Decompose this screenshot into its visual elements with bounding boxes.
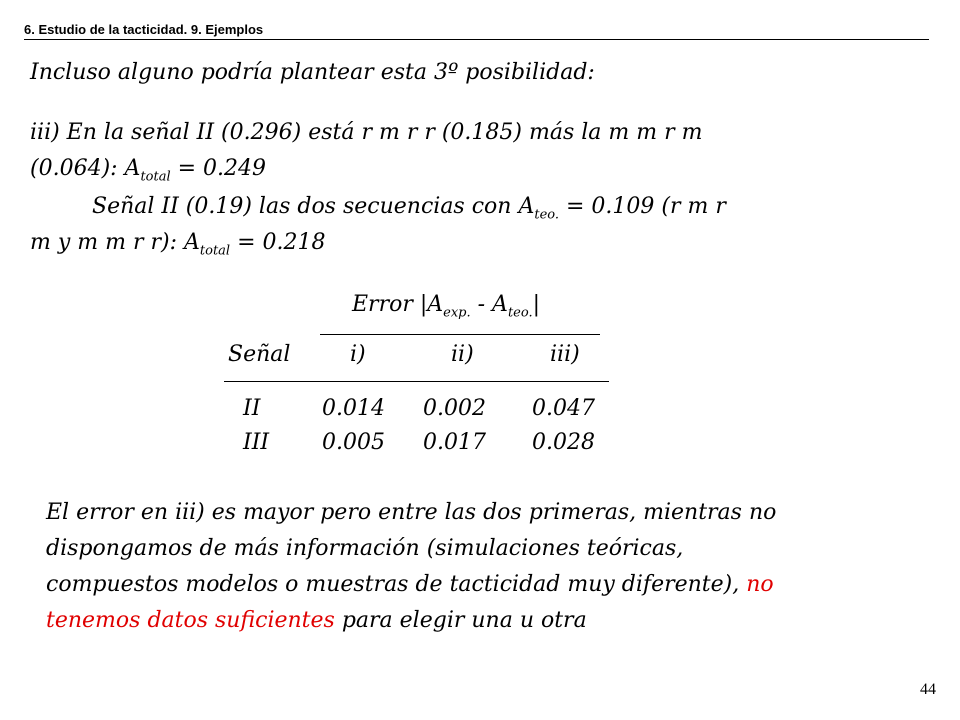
- row-value-ii: 0.002: [423, 396, 486, 421]
- row-signal: III: [243, 430, 270, 455]
- col-header-iii: iii): [550, 342, 580, 367]
- highlight-text: no: [746, 572, 774, 597]
- para-iii-line1: iii) En la señal II (0.296) está r m r r (0.185) más la m m r m: [30, 120, 703, 145]
- row-value-ii: 0.017: [423, 430, 486, 455]
- col-header-ii: ii): [451, 342, 474, 367]
- col-header-i: i): [350, 342, 366, 367]
- section-header: 6. Estudio de la tacticidad. 9. Ejemplos: [24, 22, 264, 37]
- conclusion-line2: dispongamos de más información (simulaciones teóricas,: [46, 536, 684, 561]
- row-value-i: 0.014: [322, 396, 385, 421]
- row-signal: II: [243, 396, 261, 421]
- intro-text: Incluso alguno podría plantear esta 3º posibilidad:: [30, 60, 595, 85]
- row-value-i: 0.005: [322, 430, 385, 455]
- row-value-iii: 0.028: [532, 430, 595, 455]
- row-value-iii: 0.047: [532, 396, 595, 421]
- header-divider: [24, 39, 929, 40]
- table-caption: Error $|A_{exp.} - A_{teo.}|$: [352, 292, 541, 321]
- conclusion-line4: tenemos datos suficientes para elegir una u otra: [46, 608, 587, 633]
- highlight-text: tenemos datos suficientes: [46, 608, 335, 633]
- para-iii-line3: Señal II (0.19) las dos secuencias con $A_{teo.} = 0.109$ (r m r: [92, 194, 726, 223]
- para-iii-line2: (0.064): $A_{total} = 0.249$: [30, 156, 267, 185]
- header-rule: [224, 381, 609, 382]
- col-header-signal: Señal: [228, 342, 291, 367]
- conclusion-line1: El error en iii) es mayor pero entre las dos primeras, mientras no: [46, 500, 777, 525]
- conclusion-line3: compuestos modelos o muestras de tacticidad muy diferente), no: [46, 572, 774, 597]
- caption-rule: [320, 334, 600, 335]
- page-number: 44: [920, 681, 936, 698]
- para-iii-line4: m y m m r r): $A_{total} = 0.218$: [30, 230, 326, 259]
